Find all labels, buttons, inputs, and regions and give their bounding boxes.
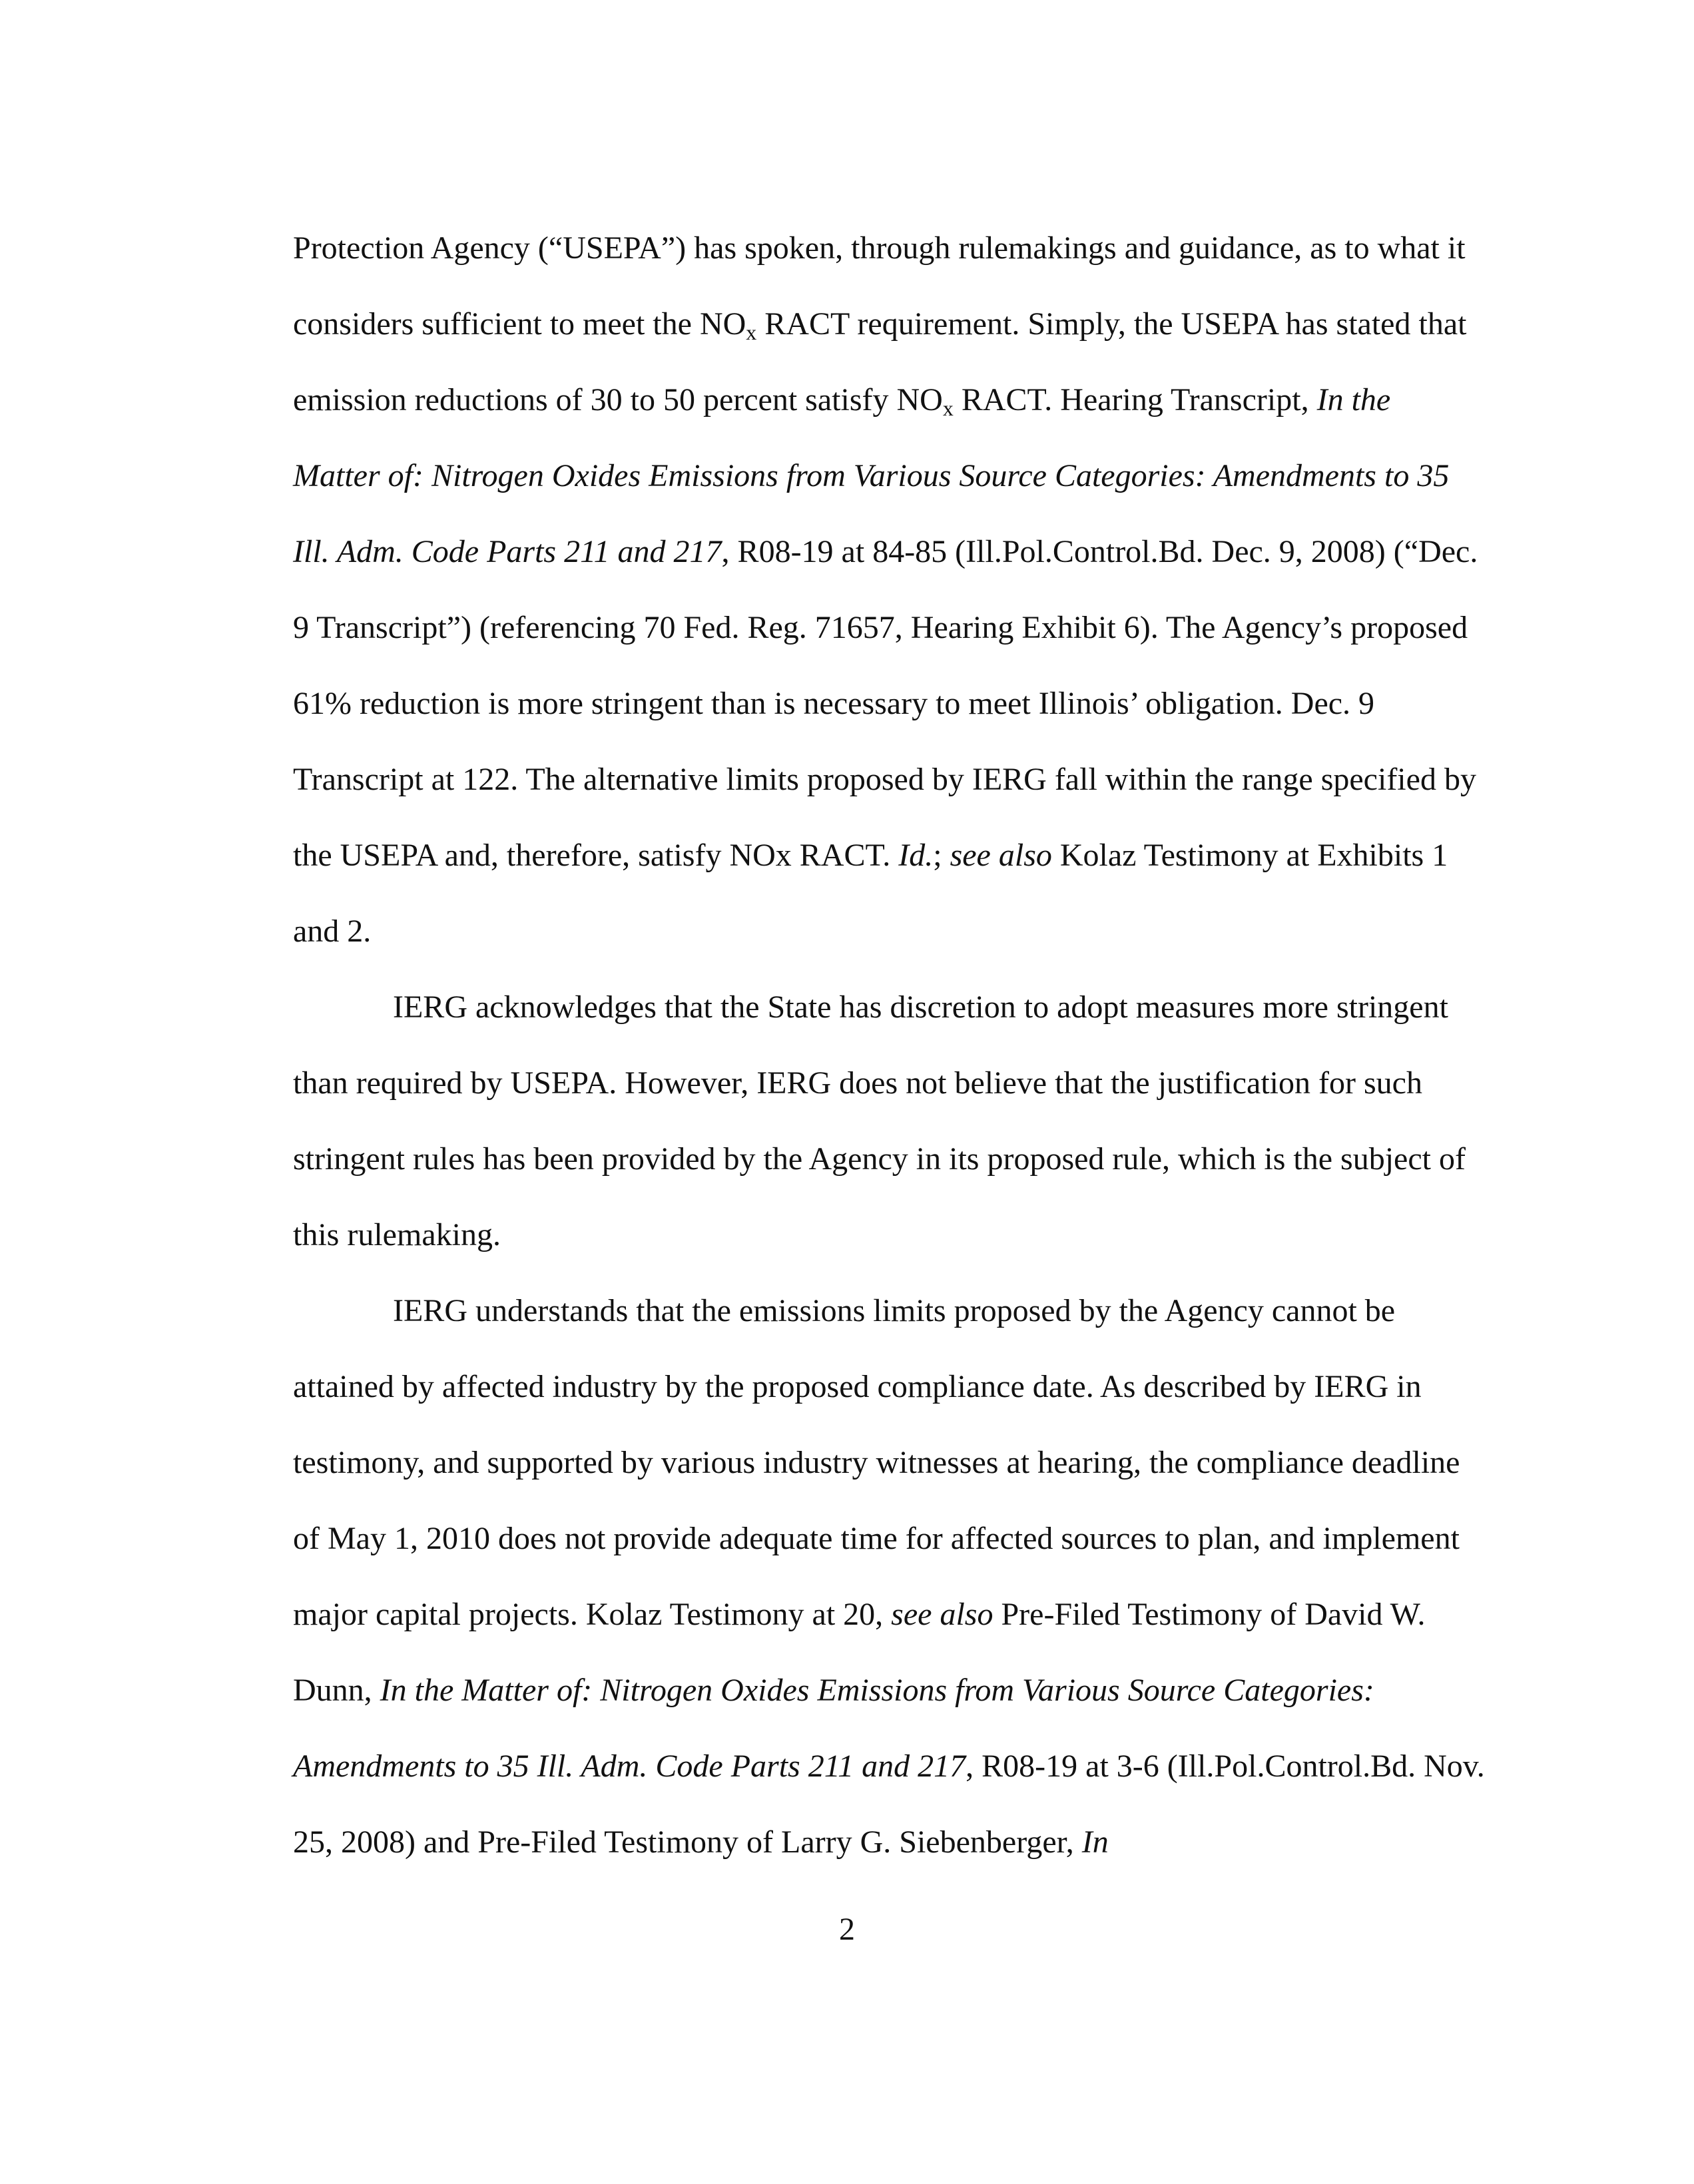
text-run: RACT requirement. Simply, the USEPA has stated that emission reductions of 30 to 50 percent satisfy NO bbox=[293, 306, 1467, 417]
italic-text: see also bbox=[950, 838, 1052, 873]
text-run: Kolaz Testimony at Exhibits 1 and 2. bbox=[293, 838, 1448, 949]
italic-text: Id. bbox=[898, 838, 934, 873]
italic-text: see also bbox=[891, 1597, 993, 1632]
italic-text: In the Matter of: Nitrogen Oxides Emissions from Various Source Categories: Amendments to 35 Ill. Adm. Code Parts 211 and 217 bbox=[293, 382, 1450, 569]
paragraph bbox=[293, 210, 1485, 969]
text-run: Protection Agency (“USEPA”) has spoken, through rulemakings and guidance, as to what it considers sufficient to meet the NO bbox=[293, 230, 1466, 342]
paragraph bbox=[293, 969, 1485, 1273]
text-run: IERG acknowledges that the State has discretion to adopt measures more stringent than required by USEPA. However, IERG does not believe that the justification for such stringent rules has been provided by the Agency in its proposed rule, which is the subject of this rulemaking. bbox=[293, 989, 1466, 1252]
text-run: Pre-Filed Testimony of David W. Dunn, bbox=[293, 1597, 1426, 1708]
text-run: , R08-19 at 3-6 (Ill.Pol.Control.Bd. Nov. 25, 2008) and Pre-Filed Testimony of Larry G. Siebenberger, bbox=[293, 1749, 1485, 1860]
subscript-text: x bbox=[746, 320, 757, 344]
body-text bbox=[293, 210, 1485, 1880]
page-number: 2 bbox=[839, 1912, 855, 1947]
paragraph bbox=[293, 1273, 1485, 1880]
text-run: RACT. Hearing Transcript, bbox=[953, 382, 1317, 417]
text-run: , R08-19 at 84-85 (Ill.Pol.Control.Bd. Dec. 9, 2008) (“Dec. 9 Transcript”) (referencing 70 Fed. Reg. 71657, Hearing Exhibit 6). The Agency’s proposed 61% reduction is more stringent than is necessary to meet Illinois’ obligation. Dec. 9 Transcript at 122. The alternative limits proposed by IERG fall within the range specified by the USEPA and, therefore, satisfy NOx RACT. bbox=[293, 534, 1478, 873]
italic-text: In bbox=[1081, 1824, 1109, 1860]
text-run: ; bbox=[933, 838, 950, 873]
text-run: IERG understands that the emissions limits proposed by the Agency cannot be attained by affected industry by the proposed compliance date. As described by IERG in testimony, and supported by various industry witnesses at hearing, the compliance deadline of May 1, 2010 does not provide adequate time for affected sources to plan, and implement major capital projects. Kolaz Testimony at 20, bbox=[293, 1293, 1460, 1632]
italic-text: In the Matter of: Nitrogen Oxides Emissions from Various Source Categories: Amendments to 35 Ill. Adm. Code Parts 211 and 217 bbox=[293, 1673, 1374, 1784]
subscript-text: x bbox=[942, 396, 954, 420]
